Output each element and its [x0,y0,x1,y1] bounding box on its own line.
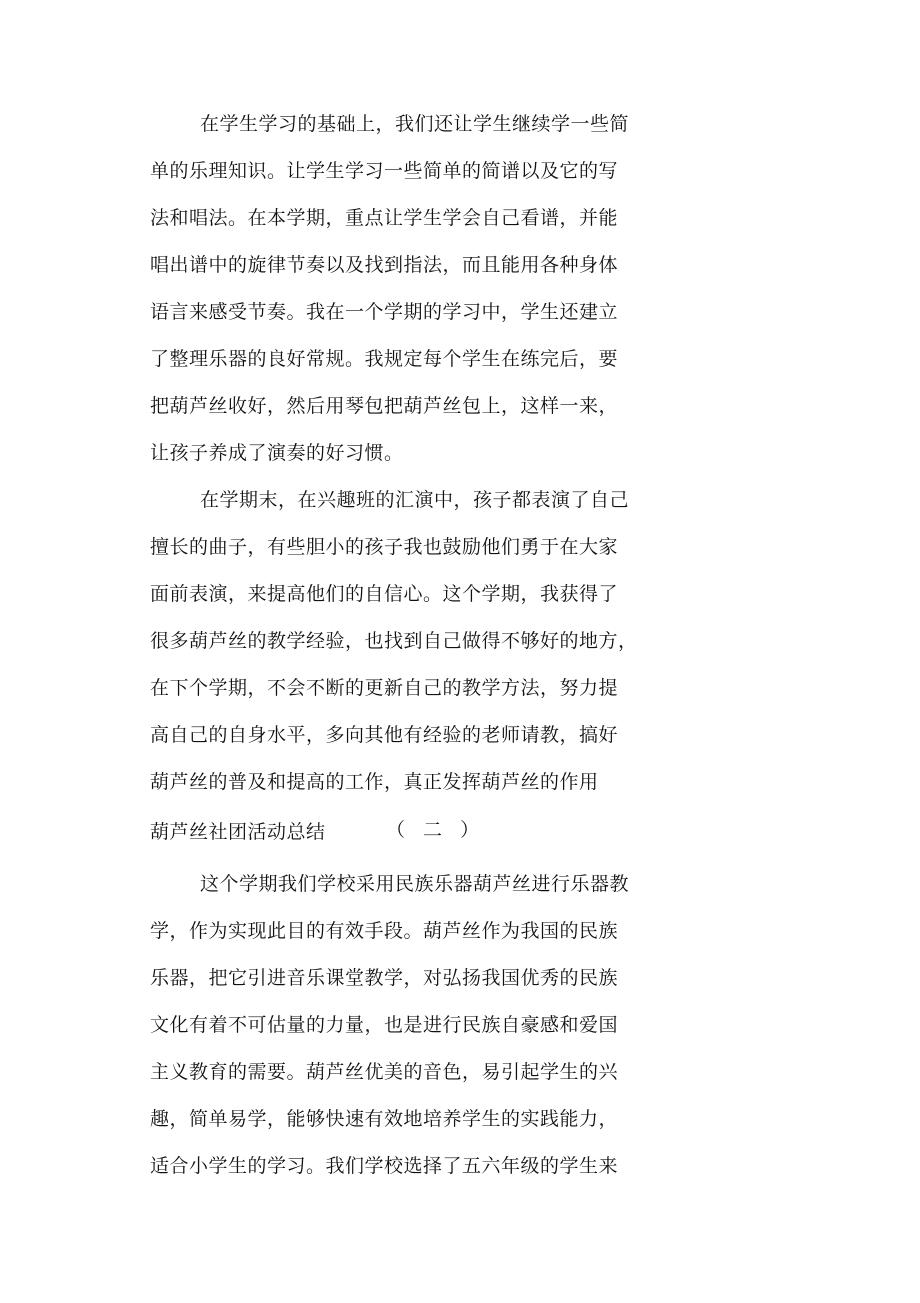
section-title: 葫芦丝社团活动总结 [150,821,326,843]
paragraph-1-line-5: 语言来感受节奏。我在一个学期的学习中，学生还建立 [150,301,619,323]
paragraph-2-line-1: 在学期末，在兴趣班的汇演中，孩子都表演了自己 [200,489,630,511]
paragraph-2-line-2: 擅长的曲子，有些胆小的孩子我也鼓励他们勇于在大家 [150,536,619,558]
paragraph-1-line-8: 让孩子养成了演奏的好习惯。 [150,442,404,464]
paragraph-2-line-5: 在下个学期，不会不断的更新自己的教学方法，努力提 [150,677,619,699]
paragraph-2-line-4: 很多葫芦丝的教学经验，也找到自己做得不够好的地方， [150,630,638,652]
paragraph-2-line-7: 葫芦丝的普及和提高的工作，真正发挥葫芦丝的作用 [150,771,599,793]
paragraph-3-line-4: 文化有着不可估量的力量，也是进行民族自豪感和爱国 [150,1014,619,1036]
paragraph-1-line-1: 在学生学习的基础上，我们还让学生继续学一些简 [200,113,630,135]
paragraph-3-line-6: 趣，简单易学，能够快速有效地培养学生的实践能力， [150,1108,619,1130]
paragraph-3-line-3: 乐器，把它引进音乐课堂教学，对弘扬我国优秀的民族 [150,967,619,989]
paragraph-3-line-2: 学，作为实现此目的有效手段。葫芦丝作为我国的民族 [150,920,619,942]
paragraph-3-line-1: 这个学期我们学校采用民族乐器葫芦丝进行乐器教 [200,873,630,895]
paragraph-1-line-2: 单的乐理知识。让学生学习一些简单的简谱以及它的写 [150,160,619,182]
paragraph-2-line-6: 高自己的自身水平，多向其他有经验的老师请教，搞好 [150,724,619,746]
paragraph-1-line-4: 唱出谱中的旋律节奏以及找到指法，而且能用各种身体 [150,254,619,276]
paragraph-2-line-3: 面前表演，来提高他们的自信心。这个学期，我获得了 [150,583,619,605]
paragraph-3-line-7: 适合小学生的学习。我们学校选择了五六年级的学生来 [150,1155,619,1177]
paragraph-3-line-5: 主义教育的需要。葫芦丝优美的音色，易引起学生的兴 [150,1061,619,1083]
paragraph-1-line-3: 法和唱法。在本学期，重点让学生学会自己看谱，并能 [150,207,619,229]
section-number: （ 二 ） [386,819,486,841]
paragraph-1-line-6: 了整理乐器的良好常规。我规定每个学生在练完后，要 [150,348,619,370]
paragraph-1-line-7: 把葫芦丝收好，然后用琴包把葫芦丝包上，这样一来， [150,395,619,417]
